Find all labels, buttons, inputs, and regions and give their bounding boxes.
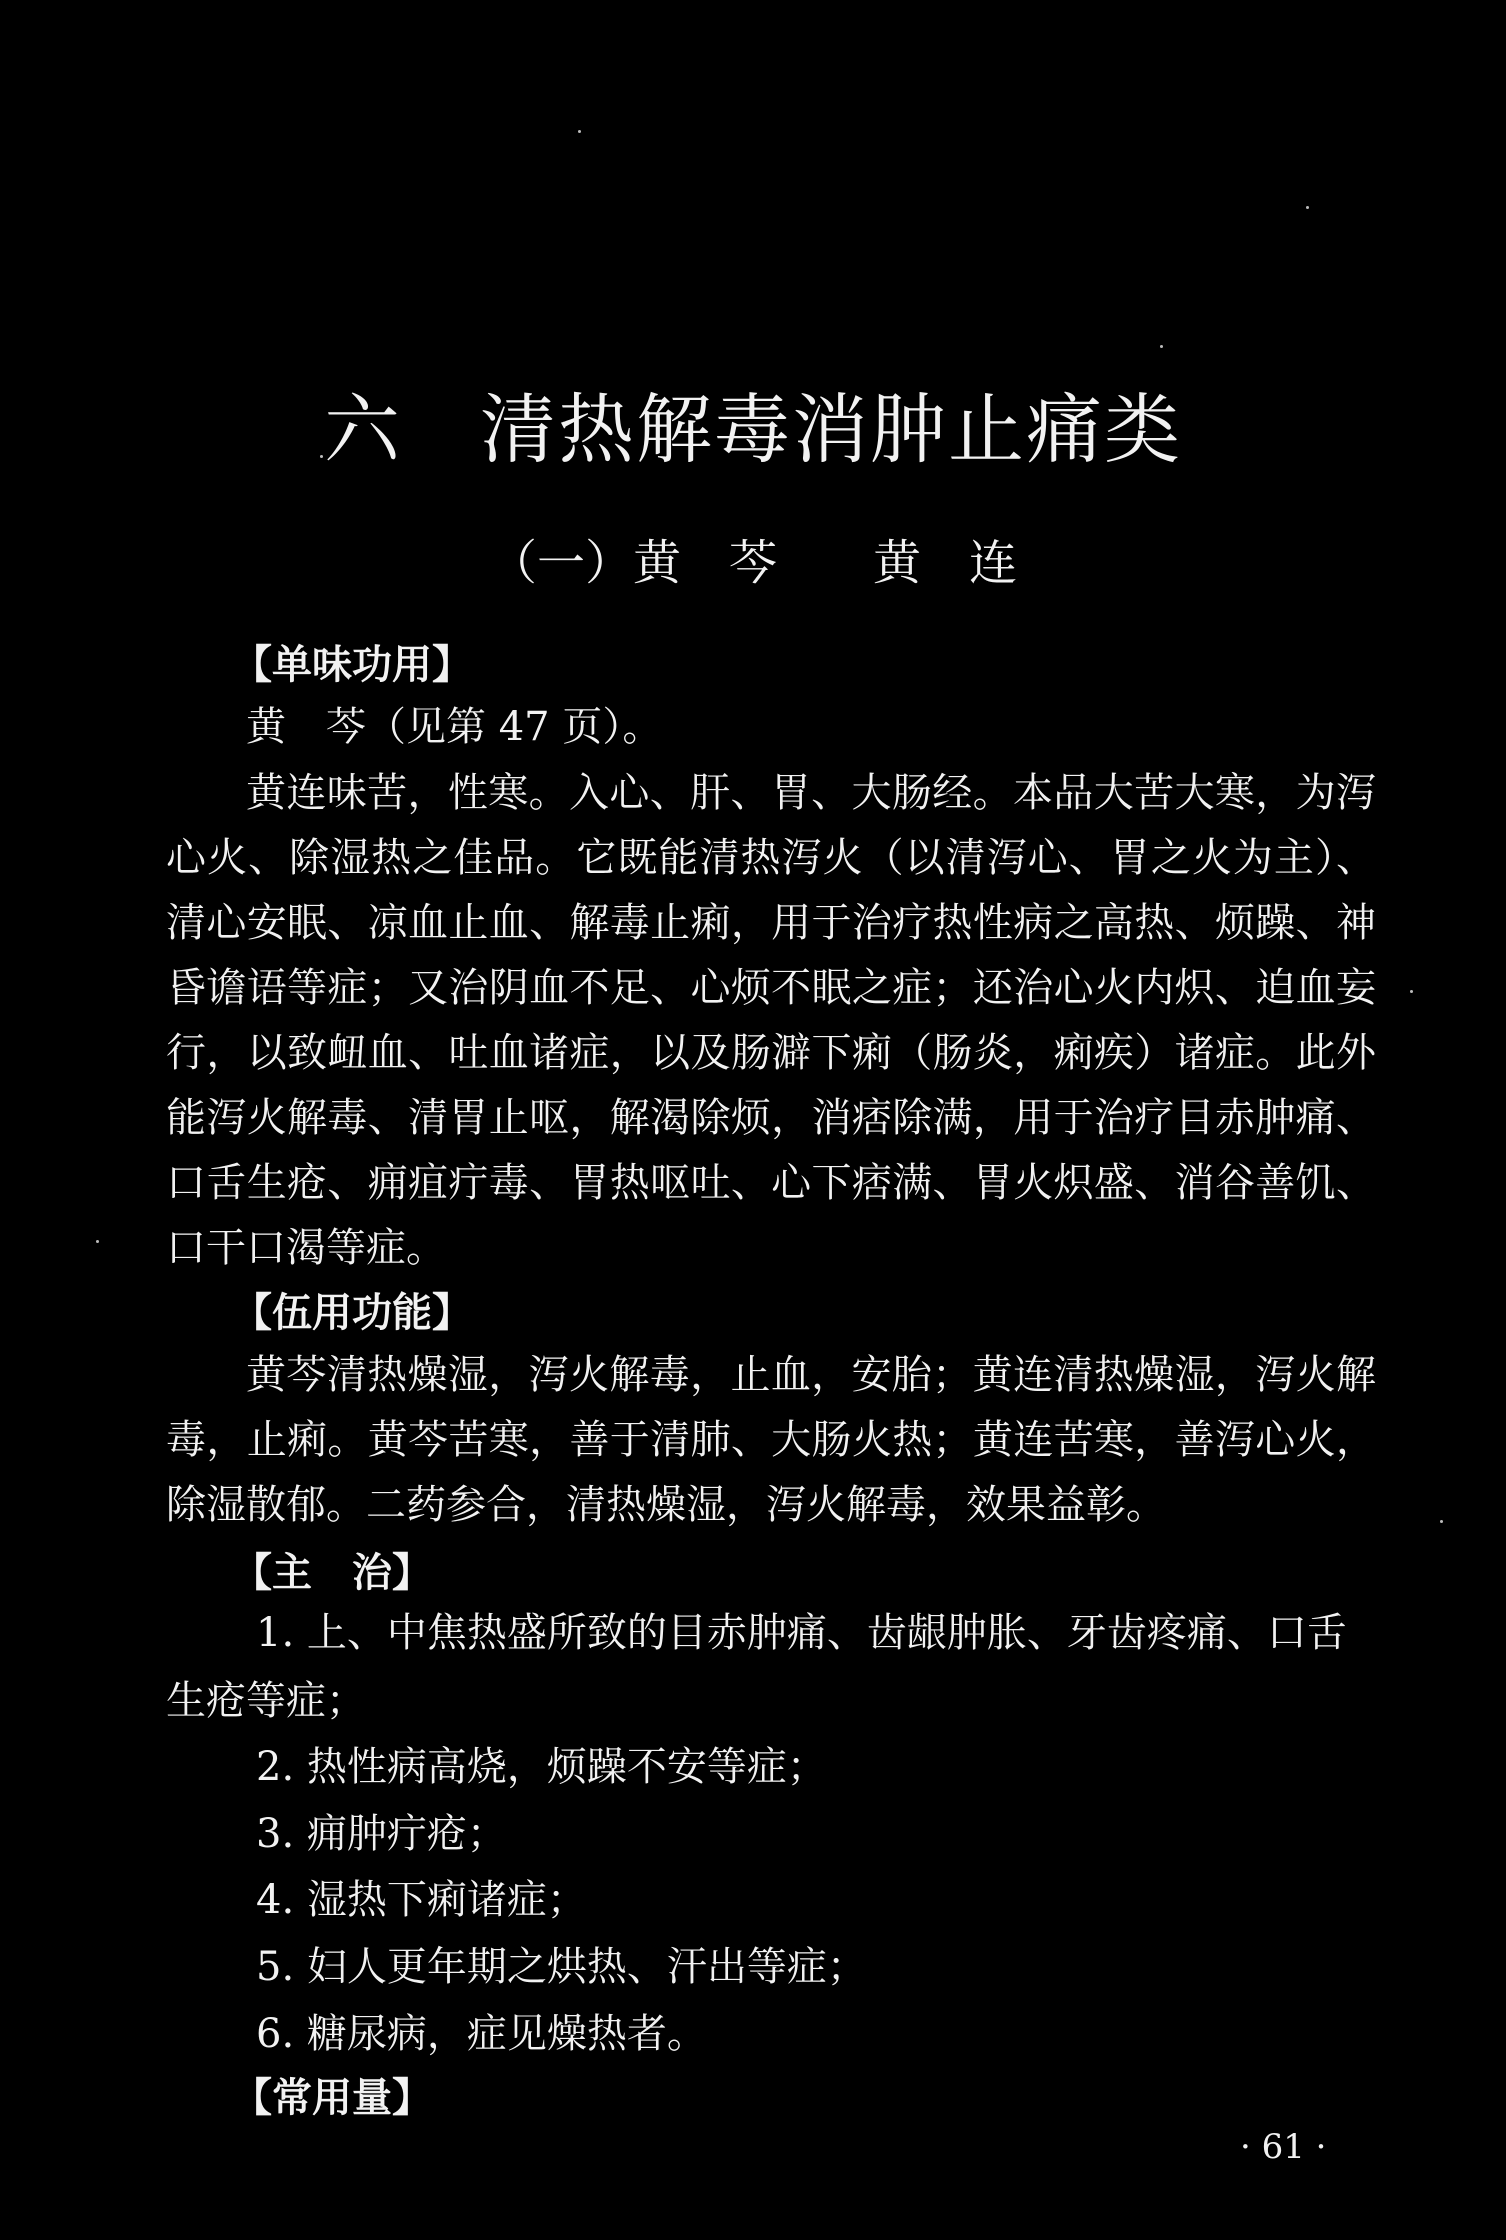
combined-function-paragraph: 黄芩清热燥湿，泻火解毒，止血，安胎；黄连清热燥湿，泻火解毒，止痢。黄芩苦寒，善于清肺、大肠火热；黄连苦寒，善泻心火，除湿散郁。二药参合，清热燥湿，泻火解毒，效果益彰。 bbox=[166, 1352, 1376, 1528]
single-huanglian-paragraph: 黄连味苦，性寒。入心、肝、胃、大肠经。本品大苦大寒，为泻心火、除湿热之佳品。它既能清热泻火（以清泻心、胃之火为主）、清心安眠、凉血止血、解毒止痢，用于治疗热性病之高热、烦躁、神昏谵语等症；又治阴血不足、心烦不眠之症；还治心火内炽、迫血妄行，以致衄血、吐血诸症，以及肠澼下痢（肠炎，痢疾）诸症。此外能泻火解毒、清胃止呕，解渴除烦，消痞除满，用于治疗目赤肿痛、口舌生疮、痈疽疔毒、胃热呕吐、心下痞满、胃火炽盛、消谷善饥、口干口渴等症。 bbox=[166, 770, 1376, 1271]
indication-item: 3. 痈肿疔疮； bbox=[256, 1811, 507, 1857]
scan-speck bbox=[320, 455, 323, 458]
section-title: （一）黄 芩 黄 连 bbox=[488, 535, 1017, 591]
heading-single-function: 【单味功用】 bbox=[232, 641, 472, 688]
single-huangqin-line: 黄 芩（见第 47 页）。 bbox=[246, 704, 663, 750]
indication-item: 5. 妇人更年期之烘热、汗出等症； bbox=[256, 1944, 867, 1990]
indication-item: 4. 湿热下痢诸症； bbox=[256, 1877, 587, 1923]
page-number: · 61 · bbox=[1240, 2127, 1327, 2167]
indication-item: 6. 糖尿病，症见燥热者。 bbox=[256, 2011, 707, 2057]
chapter-title: 六 清热解毒消肿止痛类 bbox=[324, 385, 1182, 474]
scan-speck bbox=[96, 1240, 99, 1243]
heading-combined-function: 【伍用功能】 bbox=[232, 1289, 472, 1336]
scan-speck bbox=[1306, 206, 1309, 209]
scan-speck bbox=[1160, 345, 1163, 348]
heading-indications: 【主 治】 bbox=[232, 1549, 432, 1596]
scan-speck bbox=[1410, 990, 1413, 993]
heading-dosage: 【常用量】 bbox=[232, 2074, 432, 2121]
indication-item: 2. 热性病高烧，烦躁不安等症； bbox=[256, 1744, 827, 1790]
scan-speck bbox=[1440, 1520, 1443, 1523]
scan-speck bbox=[578, 130, 581, 133]
indication-item: 1. 上、中焦热盛所致的目赤肿痛、齿龈肿胀、牙齿疼痛、口舌生疮等症； bbox=[166, 1610, 1347, 1724]
